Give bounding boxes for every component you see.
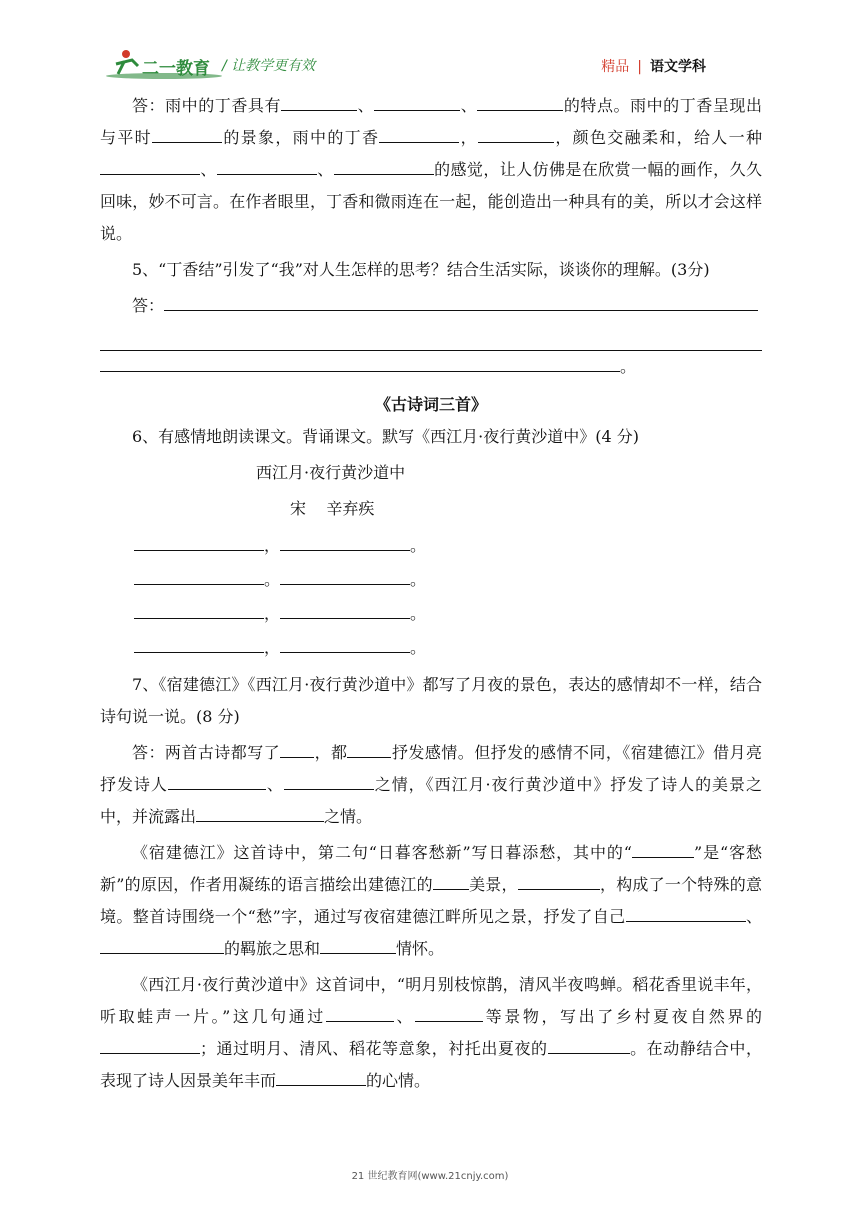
label-premium: 精品: [601, 59, 630, 75]
answer-line[interactable]: [100, 322, 762, 351]
page-header: [0, 0, 860, 88]
section-title: 《古诗词三首》: [374, 395, 487, 414]
poem-title: 西江月·夜行黄沙道中: [256, 463, 406, 482]
q7-answer-p1: 答：两首古诗都写了 ，都 抒发感情。但抒发的感情不同，《宿建德江》借月亮抒发诗人 、 之情，《西江月·夜行黄沙道中》抒发了诗人的美景之中，并流露出 之情。: [100, 737, 762, 833]
answer-line-last[interactable]: 。: [100, 351, 762, 383]
logo-text: 二一教育: [142, 59, 210, 79]
q4-answer: 答：雨中的丁香具有 、 、 的特点。雨中的丁香呈现出与平时 的景象，雨中的丁香 ， ，颜色交融柔和，给人一种、 、 的感觉，让人仿佛是在欣赏一幅的画作，久久回味，妙不可言。在作者眼里，丁香和微雨连在一起，能创造出一种具有的美，所以才会这样说。: [100, 90, 762, 250]
q6-question: 6、有感情地朗读课文。背诵课文。默写《西江月·夜行黄沙道中》(4 分): [132, 427, 640, 446]
label-separator: |: [637, 59, 642, 75]
poem-blank-line[interactable]: 。 。: [100, 563, 762, 597]
slogan: / 让教学更有效: [222, 58, 316, 74]
poem-blank-line[interactable]: ， 。: [100, 597, 762, 631]
document-body: [100, 90, 762, 1097]
q7-answer-p2: 《宿建德江》这首诗中，第二句“日暮客愁新”写日暮添愁，其中的“ ”是“客愁新”的原因，作者用凝练的语言描绘出建德江的 美景， ，构成了一个特殊的意境。整首诗围绕一个“愁”字，通过写夜宿建德江畔所见之景，抒发了自己 、的羁旅之思和 情怀。: [100, 837, 762, 965]
q5-question: 5、“丁香结”引发了“我”对人生怎样的思考？结合生活实际，谈谈你的理解。(3分): [132, 260, 710, 279]
q5-answer-line: 答：: [100, 290, 762, 322]
page-footer: 21 世纪教育网(www.21cnjy.com): [351, 1171, 509, 1182]
poem-blank-line[interactable]: ， 。: [100, 529, 762, 563]
label-subject: 语文学科: [650, 59, 706, 75]
poem-blank-line[interactable]: ， 。: [100, 631, 762, 665]
subject-label: [601, 56, 706, 76]
q7-answer-p3: 《西江月·夜行黄沙道中》这首词中，“明月别枝惊鹊，清风半夜鸣蝉。稻花香里说丰年，听取蛙声一片。”这几句通过 、 等景物，写出了乡村夏夜自然界的；通过明月、清风、稻花等意象，衬托出夏夜的 。在动静结合中，表现了诗人因景美年丰而 的心情。: [100, 975, 762, 1090]
q7-question: 7、《宿建德江》《西江月·夜行黄沙道中》都写了月夜的景色，表达的感情却不一样，结合诗句说一说。(8 分): [100, 675, 762, 726]
poem-author: 宋 辛弃疾: [290, 499, 375, 518]
